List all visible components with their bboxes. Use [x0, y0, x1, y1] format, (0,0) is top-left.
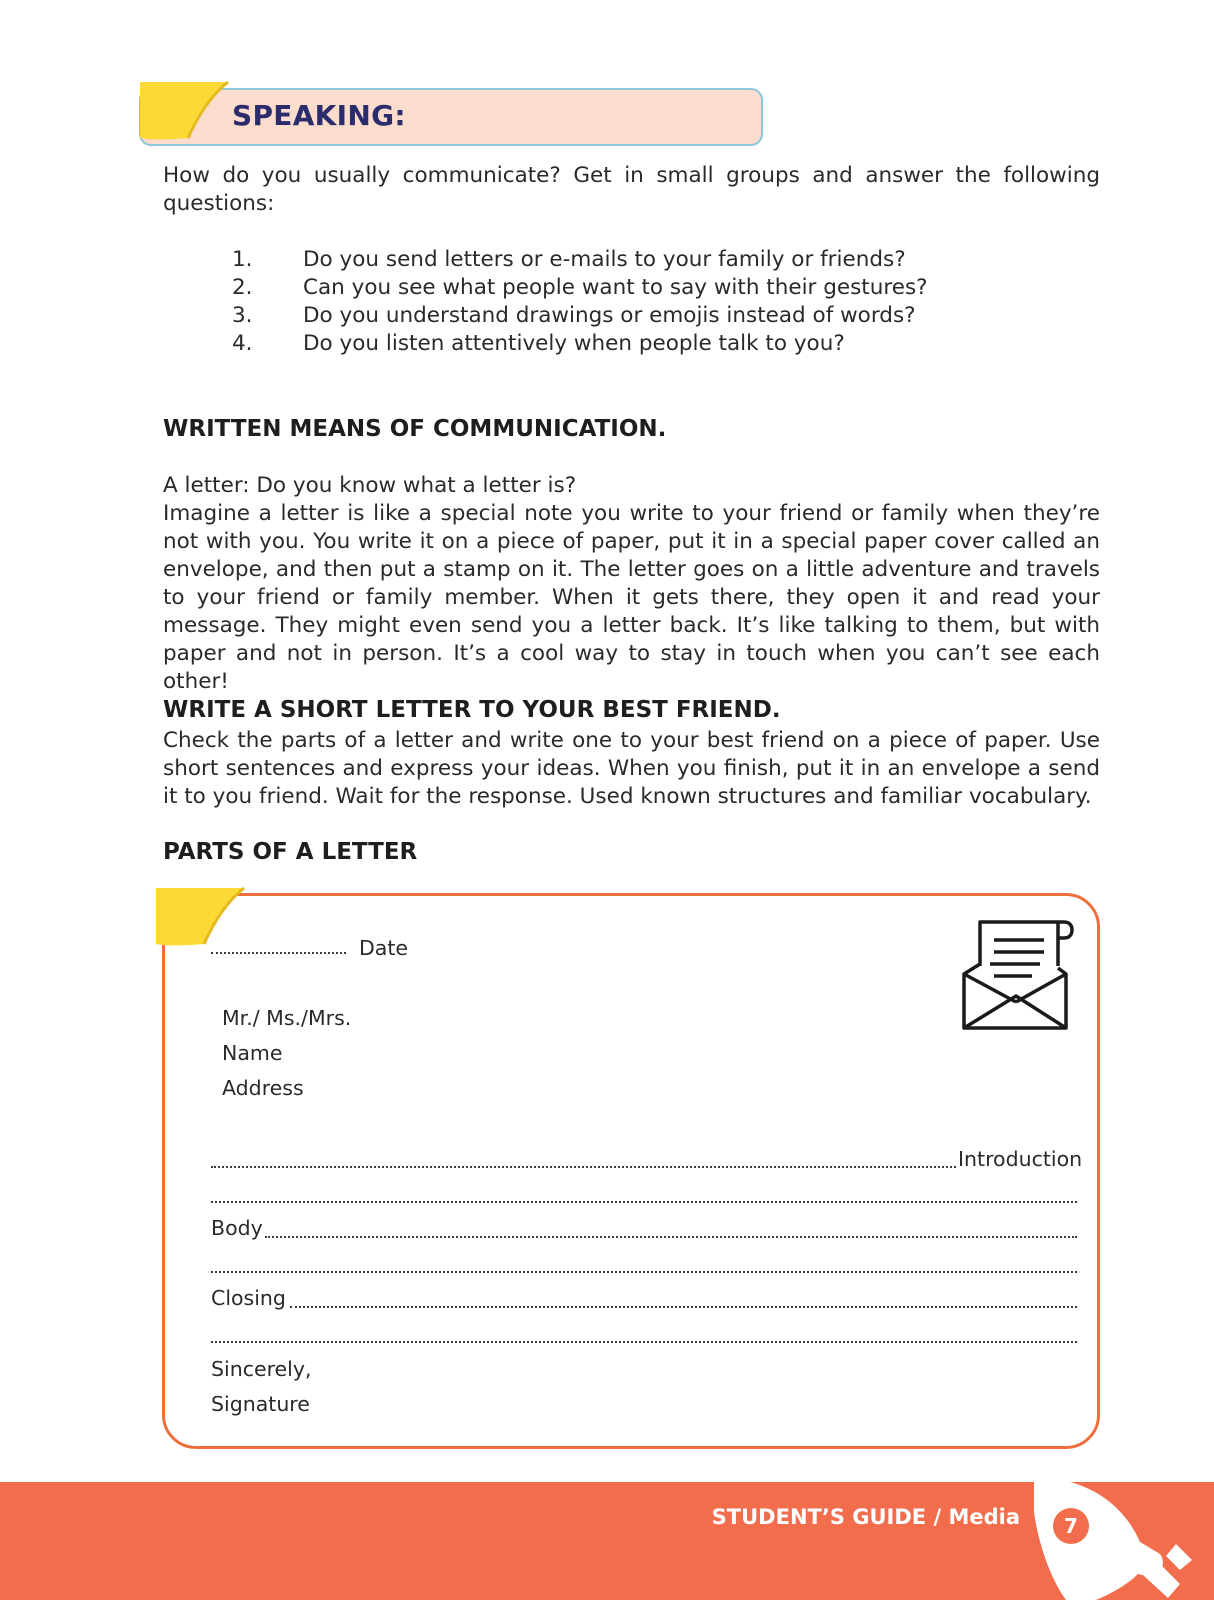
- name-label: Name: [222, 1041, 283, 1065]
- footer-guide: STUDENT’S GUIDE: [711, 1505, 927, 1529]
- question-number: 1.: [232, 247, 253, 272]
- speaking-title: SPEAKING:: [232, 99, 406, 132]
- parts-heading: PARTS OF A LETTER: [163, 839, 418, 865]
- sincerely-label: Sincerely,: [211, 1357, 312, 1381]
- footer-separator: /: [926, 1505, 949, 1529]
- short-letter-body: Check the parts of a letter and write one to your best friend on a piece of paper. Use short sentences and express your ideas. When you finish, put it in an envelope a send it to you friend. Wait for the response. Used known structures and familiar vocabulary.: [163, 728, 1100, 809]
- question-text: Can you see what people want to say with their gestures?: [303, 275, 928, 300]
- salutation-label: Mr./ Ms./Mrs.: [222, 1006, 352, 1030]
- question-number: 3.: [232, 303, 253, 328]
- blank-line: [211, 1341, 1077, 1343]
- footer-subject: Media: [948, 1505, 1020, 1529]
- introduction-blank: [211, 1166, 956, 1168]
- speaking-intro: How do you usually communicate? Get in small groups and answer the following questions:: [163, 163, 1100, 216]
- introduction-label: Introduction: [958, 1147, 1083, 1171]
- short-letter-heading: WRITE A SHORT LETTER TO YOUR BEST FRIEND.: [163, 697, 781, 723]
- question-number: 2.: [232, 275, 253, 300]
- question-text: Do you understand drawings or emojis instead of words?: [303, 303, 916, 328]
- question-number: 4.: [232, 331, 253, 356]
- written-heading: WRITTEN MEANS OF COMMUNICATION.: [163, 416, 667, 442]
- question-text: Do you listen attentively when people talk to you?: [303, 331, 845, 356]
- closing-label: Closing: [211, 1286, 286, 1310]
- date-blank: [211, 952, 346, 954]
- envelope-letter-icon: [960, 916, 1078, 1032]
- body-blank: [265, 1236, 1077, 1238]
- date-label: Date: [359, 936, 408, 960]
- page-number: 7: [1053, 1508, 1089, 1544]
- yellow-tab-icon: [152, 886, 252, 952]
- blank-line: [211, 1271, 1077, 1273]
- blank-line: [211, 1201, 1077, 1203]
- question-text: Do you send letters or e-mails to your family or friends?: [303, 247, 906, 272]
- signature-label: Signature: [211, 1392, 310, 1416]
- closing-blank: [290, 1306, 1077, 1308]
- rocket-icon: [1030, 1482, 1214, 1600]
- written-line1: A letter: Do you know what a letter is?: [163, 473, 577, 498]
- yellow-tab-icon: [136, 80, 236, 146]
- address-label: Address: [222, 1076, 304, 1100]
- footer-label: [712, 1505, 1020, 1529]
- body-label: Body: [211, 1216, 263, 1240]
- written-body: Imagine a letter is like a special note you write to your friend or family when they’re not with you. You write it on a piece of paper, put it in a special paper cover called an envelope, and then put a stamp on it. The letter goes on a little adventure and travels to your friend or family member. When it gets there, they open it and read your message. They might even send you a letter back. It’s like talking to them, but with paper and not in person. It’s a cool way to stay in touch when you can’t see each other!: [163, 501, 1100, 694]
